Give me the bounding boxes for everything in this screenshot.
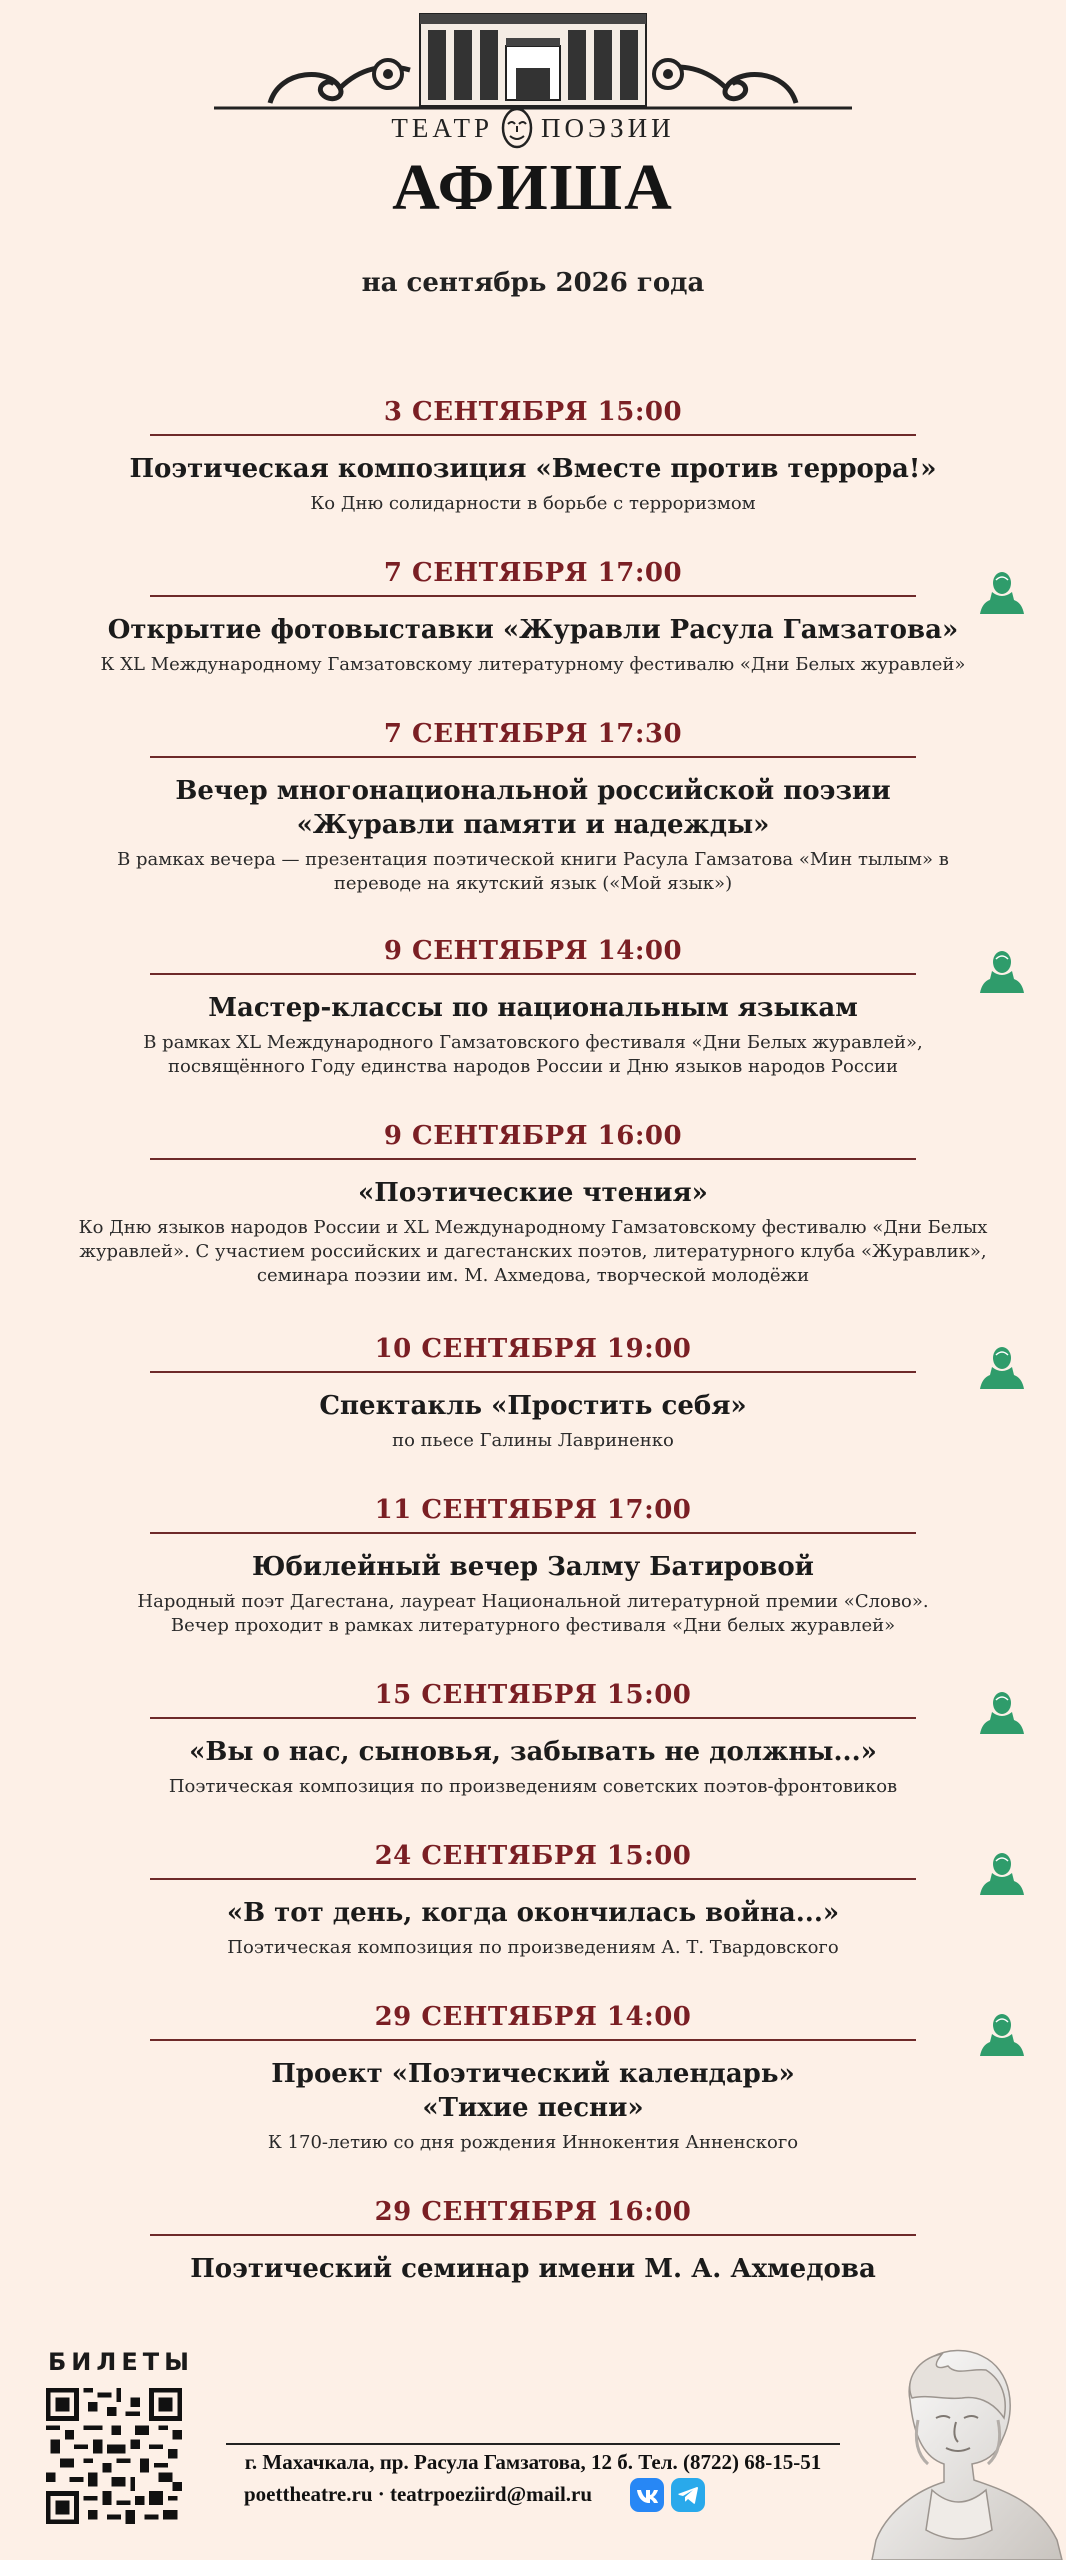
event-date: 7 СЕНТЯБРЯ 17:00 [383, 558, 683, 588]
event-description: Народный поэт Дагестана, лауреат Национальной литературной премии «Слово». [137, 1591, 929, 1612]
event-description: журавлей». С участием российских и дагестанских поэтов, литературного клуба «Журавлик», [79, 1241, 987, 1262]
event-title: Вечер многонациональной российской поэзии [175, 776, 891, 806]
event-title: «Вы о нас, сыновья, забывать не должны...» [189, 1737, 877, 1767]
page-title: АФИША [392, 151, 674, 224]
event-item [0, 1120, 1066, 1288]
pushkin-bust-illustration [852, 2340, 1066, 2560]
green-bust-icon [978, 1688, 1026, 1736]
event-date: 29 СЕНТЯБРЯ 16:00 [374, 2197, 692, 2227]
event-item [0, 718, 1066, 896]
event-date: 29 СЕНТЯБРЯ 14:00 [374, 2002, 692, 2032]
green-bust-icon [978, 568, 1026, 616]
event-date: 15 СЕНТЯБРЯ 15:00 [374, 1680, 692, 1710]
event-divider [150, 973, 916, 975]
event-title: Проект «Поэтический календарь» [271, 2059, 795, 2089]
event-item [0, 2196, 1066, 2286]
event-item [0, 935, 1066, 1079]
event-description: семинара поэзии им. М. Ахмедова, творческой молодёжи [256, 1265, 810, 1286]
event-item [0, 1333, 1066, 1453]
event-divider [150, 1158, 916, 1160]
event-description: К XL Международному Гамзатовскому литературному фестивалю «Дни Белых журавлей» [100, 654, 966, 675]
event-divider [150, 1532, 916, 1534]
event-title: Поэтическая композиция «Вместе против террора!» [129, 454, 937, 484]
theatre-name [0, 106, 1066, 150]
theatre-contacts[interactable]: poettheatre.ru · teatrpoeziird@mail.ru [244, 2482, 593, 2506]
event-divider [150, 2039, 916, 2041]
event-description: Поэтическая композиция по произведениям советских поэтов-фронтовиков [168, 1776, 898, 1797]
green-bust-icon [978, 1849, 1026, 1897]
event-title: «В тот день, когда окончилась война...» [226, 1898, 840, 1928]
event-title: «Журавли памяти и надежды» [296, 810, 770, 840]
event-description: посвящённого Году единства народов России и Дню языков народов России [168, 1056, 898, 1077]
event-divider [150, 2234, 916, 2236]
event-title: Спектакль «Простить себя» [319, 1391, 747, 1421]
event-date: 3 СЕНТЯБРЯ 15:00 [383, 397, 683, 427]
event-divider [150, 1717, 916, 1719]
green-bust-icon [978, 1343, 1026, 1391]
event-date: 10 СЕНТЯБРЯ 19:00 [374, 1334, 692, 1364]
event-divider [150, 1371, 916, 1373]
event-item [0, 396, 1066, 516]
event-title: Открытие фотовыставки «Журавли Расула Гамзатова» [107, 615, 959, 645]
event-date: 9 СЕНТЯБРЯ 16:00 [383, 1121, 683, 1151]
event-description: переводе на якутский язык («Мой язык») [333, 873, 733, 894]
page-subtitle: на сентябрь 2026 года [361, 268, 705, 298]
event-item [0, 557, 1066, 677]
event-title: Поэтический семинар имени М. А. Ахмедова [190, 2254, 876, 2284]
theatre-mask-icon [499, 106, 535, 150]
event-date: 7 СЕНТЯБРЯ 17:30 [383, 719, 683, 749]
event-description: по пьесе Галины Лавриненко [392, 1430, 674, 1451]
event-title: Юбилейный вечер Залму Батировой [252, 1552, 814, 1582]
event-description: Поэтическая композиция по произведениям А. Т. Твардовского [227, 1937, 839, 1958]
event-divider [150, 756, 916, 758]
event-description: Ко Дню языков народов России и XL Международному Гамзатовскому фестивалю «Дни Белых [78, 1217, 988, 1238]
event-date: 24 СЕНТЯБРЯ 15:00 [374, 1841, 692, 1871]
green-bust-icon [978, 2010, 1026, 2058]
telegram-icon[interactable] [671, 2478, 705, 2512]
tickets-label: БИЛЕТЫ [48, 2348, 194, 2376]
vk-icon[interactable] [630, 2478, 664, 2512]
event-description: К 170-летию со дня рождения Иннокентия Анненского [267, 2132, 799, 2153]
event-item [0, 1679, 1066, 1799]
event-title: «Тихие песни» [422, 2093, 644, 2123]
event-description: Ко Дню солидарности в борьбе с терроризмом [310, 493, 756, 514]
event-item [0, 1494, 1066, 1638]
footer-divider [226, 2443, 840, 2445]
theatre-name-right: ПОЭЗИИ [540, 112, 675, 143]
event-date: 11 СЕНТЯБРЯ 17:00 [374, 1495, 692, 1525]
event-title: Мастер-классы по национальным языкам [208, 993, 858, 1023]
green-bust-icon [978, 947, 1026, 995]
theatre-name-left: ТЕАТР [391, 112, 493, 143]
event-divider [150, 434, 916, 436]
event-divider [150, 595, 916, 597]
event-description: Вечер проходит в рамках литературного фестиваля «Дни белых журавлей» [170, 1615, 896, 1636]
event-item [0, 2001, 1066, 2155]
event-title: «Поэтические чтения» [358, 1178, 708, 1208]
header [0, 0, 1066, 240]
event-item [0, 1840, 1066, 1960]
event-date: 9 СЕНТЯБРЯ 14:00 [383, 936, 683, 966]
event-description: В рамках вечера — презентация поэтической книги Расула Гамзатова «Мин тылым» в [117, 849, 949, 870]
theatre-logo [210, 8, 856, 112]
qr-code[interactable] [46, 2388, 182, 2524]
theatre-address: г. Махачкала, пр. Расула Гамзатова, 12 б. Тел. (8722) 68-15-51 [244, 2450, 822, 2474]
event-description: В рамках XL Международного Гамзатовского фестиваля «Дни Белых журавлей», [143, 1032, 923, 1053]
event-divider [150, 1878, 916, 1880]
